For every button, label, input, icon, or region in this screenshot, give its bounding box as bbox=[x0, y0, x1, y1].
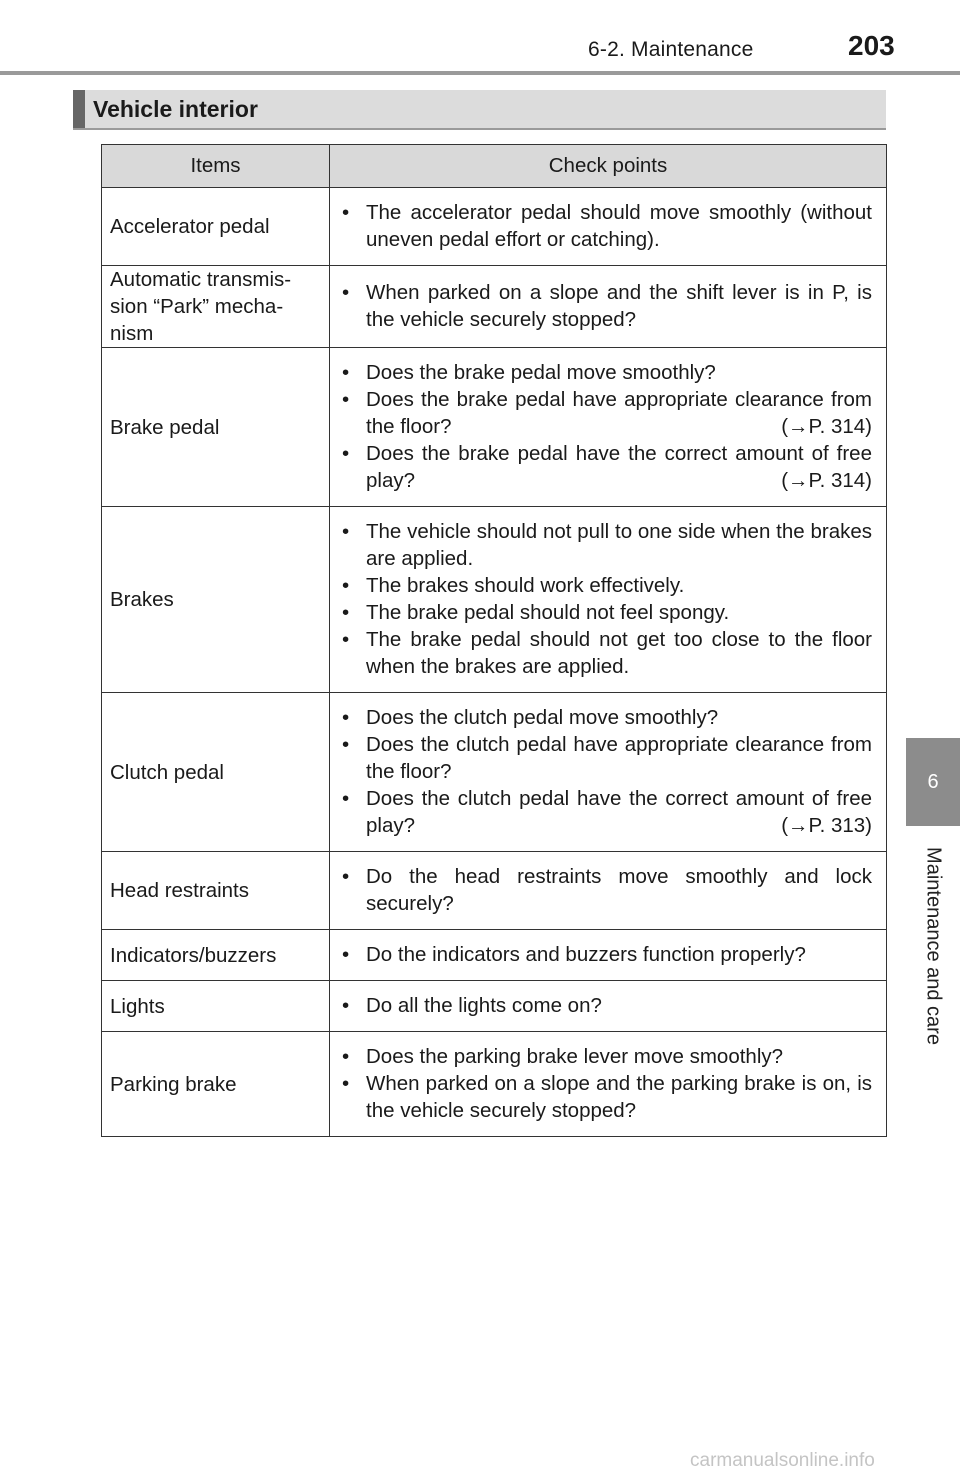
item-cell: Clutch pedal bbox=[102, 693, 330, 852]
check-point-text: When parked on a slope and the shift lever is in P, is the vehicle securely stopped? bbox=[366, 281, 872, 331]
check-point-text: Do the indicators and buzzers function properly? bbox=[366, 943, 806, 966]
table-row bbox=[102, 981, 887, 1032]
item-cell: Brake pedal bbox=[102, 348, 330, 507]
check-point-text: Does the brake pedal move smoothly? bbox=[366, 361, 716, 384]
check-point bbox=[338, 626, 872, 680]
table-header-row bbox=[102, 145, 887, 188]
item-cell: Head restraints bbox=[102, 852, 330, 930]
section-title: Vehicle interior bbox=[93, 96, 258, 122]
page-number: 203 bbox=[848, 30, 895, 61]
check-point-text: Does the clutch pedal move smoothly? bbox=[366, 706, 719, 729]
check-point-text: Do all the lights come on? bbox=[366, 994, 602, 1017]
check-points-cell bbox=[330, 348, 887, 507]
check-point bbox=[338, 731, 872, 785]
table-row bbox=[102, 507, 887, 693]
check-point bbox=[338, 992, 872, 1019]
check-point-text: Does the parking brake lever move smoothly? bbox=[366, 1045, 784, 1068]
check-point-text: The brakes should work effectively. bbox=[366, 574, 685, 597]
check-point bbox=[338, 704, 872, 731]
check-point-text: The accelerator pedal should move smoothly (without uneven pedal effort or catching). bbox=[366, 201, 872, 251]
check-points-cell bbox=[330, 188, 887, 266]
section-heading-bar bbox=[73, 90, 886, 130]
page-reference: (→P. 314) bbox=[781, 469, 872, 492]
check-point-text: The brake pedal should not get too close to the floor when the brakes are applied. bbox=[366, 628, 872, 678]
chapter-number: 6 bbox=[927, 770, 939, 793]
chapter-tab bbox=[906, 738, 960, 826]
column-header-check-points: Check points bbox=[330, 145, 887, 188]
check-points-cell bbox=[330, 1032, 887, 1137]
check-point-text: Does the brake pedal have the correct amount of free play? bbox=[366, 442, 872, 492]
page-reference: (→P. 314) bbox=[781, 415, 872, 438]
item-cell: Lights bbox=[102, 981, 330, 1032]
item-cell: Indicators/buzzers bbox=[102, 930, 330, 981]
item-cell: Accelerator pedal bbox=[102, 188, 330, 266]
check-points-cell bbox=[330, 507, 887, 693]
check-point bbox=[338, 279, 872, 333]
check-points-cell bbox=[330, 693, 887, 852]
chapter-title: Maintenance and care bbox=[922, 847, 945, 1045]
check-point-text: Does the brake pedal have appropriate clearance from the floor? bbox=[366, 388, 872, 438]
table-row bbox=[102, 930, 887, 981]
table-row bbox=[102, 266, 887, 348]
check-points-cell bbox=[330, 930, 887, 981]
check-point bbox=[338, 518, 872, 572]
check-point bbox=[338, 599, 872, 626]
check-point bbox=[338, 1070, 872, 1124]
table-row bbox=[102, 693, 887, 852]
check-point bbox=[338, 386, 872, 440]
check-point bbox=[338, 359, 872, 386]
watermark: carmanualsonline.info bbox=[690, 1450, 875, 1471]
table-row bbox=[102, 1032, 887, 1137]
check-point bbox=[338, 785, 872, 839]
item-cell: Automatic transmis-sion “Park” mecha-nism bbox=[102, 266, 330, 348]
check-points-cell bbox=[330, 852, 887, 930]
header-divider bbox=[0, 71, 960, 75]
check-point bbox=[338, 863, 872, 917]
check-point-text: Do the head restraints move smoothly and lock securely? bbox=[366, 865, 872, 915]
check-point bbox=[338, 440, 872, 494]
column-header-items: Items bbox=[102, 145, 330, 188]
running-header-section: 6-2. Maintenance bbox=[588, 38, 754, 61]
check-point bbox=[338, 941, 872, 968]
table-row bbox=[102, 852, 887, 930]
page-reference: (→P. 313) bbox=[781, 814, 872, 837]
check-point-text: When parked on a slope and the parking brake is on, is the vehicle securely stopped? bbox=[366, 1072, 872, 1122]
section-heading-accent bbox=[73, 90, 85, 128]
check-point-text: Does the clutch pedal have appropriate clearance from the floor? bbox=[366, 733, 872, 783]
check-point-text: Does the clutch pedal have the correct amount of free play? bbox=[366, 787, 872, 837]
table-row bbox=[102, 188, 887, 266]
check-point bbox=[338, 572, 872, 599]
item-cell: Parking brake bbox=[102, 1032, 330, 1137]
check-points-cell bbox=[330, 981, 887, 1032]
check-point bbox=[338, 199, 872, 253]
inspection-table bbox=[101, 144, 887, 1137]
item-cell: Brakes bbox=[102, 507, 330, 693]
check-point-text: The vehicle should not pull to one side when the brakes are applied. bbox=[366, 520, 872, 570]
check-point-text: The brake pedal should not feel spongy. bbox=[366, 601, 730, 624]
check-point bbox=[338, 1043, 872, 1070]
table-row bbox=[102, 348, 887, 507]
check-points-cell bbox=[330, 266, 887, 348]
